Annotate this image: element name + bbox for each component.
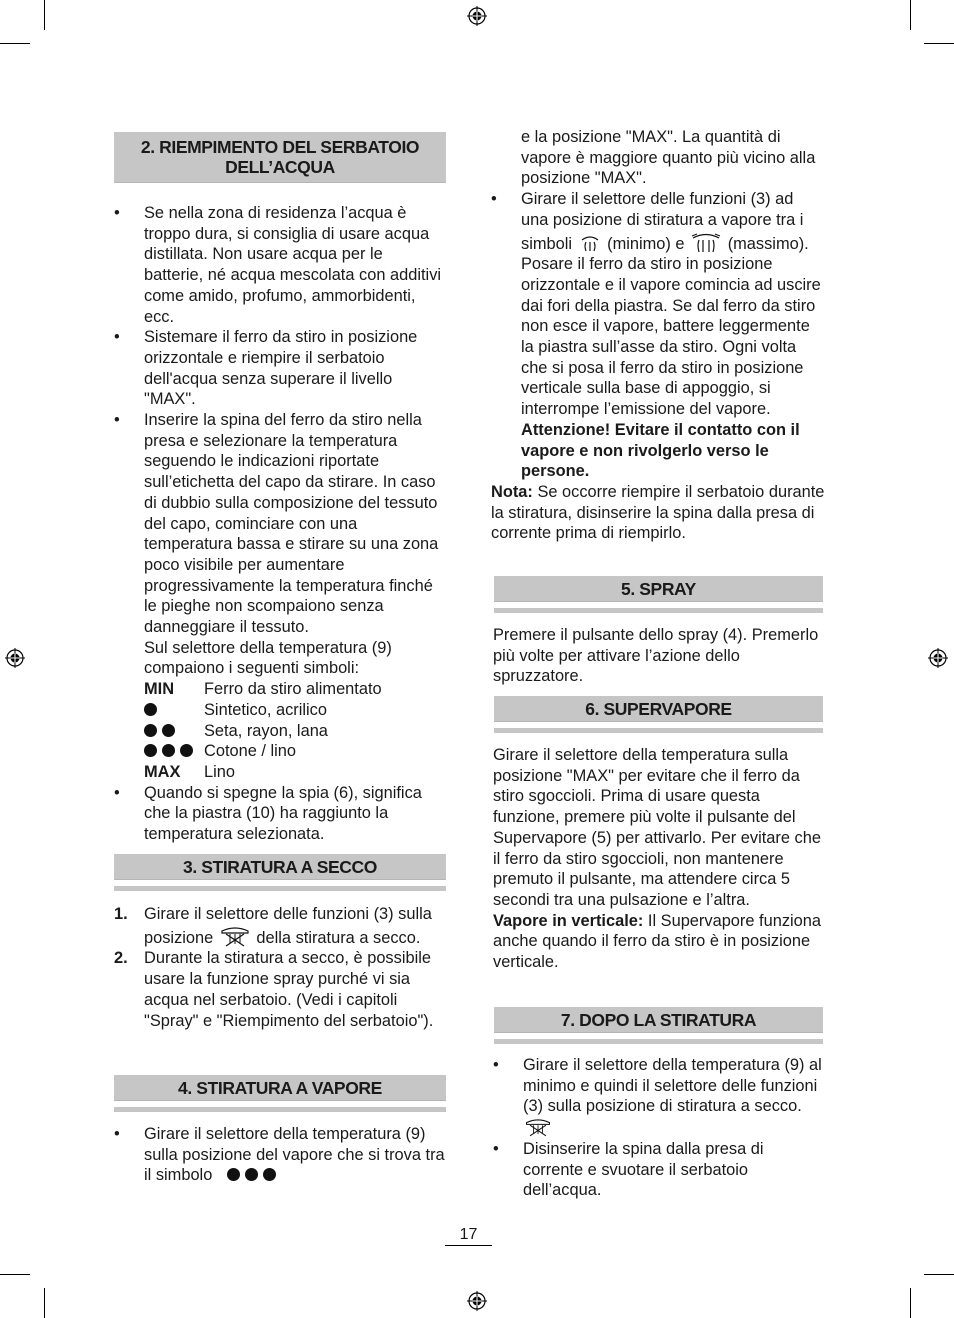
steam-max-icon — [689, 231, 723, 253]
registration-mark-icon — [467, 1291, 487, 1311]
numbered-item: 1. Girare il selettore delle funzioni (3) sulla posizione della stiratura a secco. — [114, 905, 432, 947]
section-steam-ironing-body-part1 — [114, 1124, 446, 1186]
list-item: • Inserire la spina del ferro da stiro nella presa e selezionare la temperatura seguendo le indicazioni riportate sull’etichetta del capo da stirare. In caso di dubbio sulla composizione del tessuto del capo, cominciare con una temperatura bassa e stirare su una zona poco visibile per aumentare progressivamente la temperatura finché le pieghe non scompaiono senza danneggiare il tessuto. Sul selettore della temperatura (9) compaiono i seguenti simboli: MIN Ferro da stiro alimentato Sintetico, acrilico Seta, rayon, lana Cotone / lino MAX Lino — [114, 410, 446, 783]
section-heading-supersteam: 6. SUPERVAPORE — [494, 696, 823, 721]
crop-mark — [0, 1274, 30, 1275]
section-heading-dry-ironing: 3. STIRATURA A SECCO — [114, 854, 446, 879]
heading-rule — [494, 608, 823, 613]
crop-mark — [910, 1288, 911, 1318]
symbol-row-one-dot: Sintetico, acrilico — [144, 700, 446, 721]
crop-mark — [0, 43, 30, 44]
list-item: • Sistemare il ferro da stiro in posizione orizzontale e riempire il serbatoio dell'acqua senza superare il livello "MAX". — [114, 328, 418, 409]
list-item: • Girare il selettore delle funzioni (3) ad una posizione di stiratura a vapore tra i simboli (minimo) e (massimo). Posare il ferro da stiro in posizione orizzontale e il vapore comincia ad uscire dai fori della piastra. Se dal ferro da stiro non esce il vapore, battere leggermente la piastra sull’asse da stiro. Ogni volta che si posa il ferro da stiro in posizione verticale sulla base di appoggio, si interrompe l’emissione del vapore. Attenzione! Evitare il contatto con il vapore e non rivolgerlo verso le persone. — [491, 190, 821, 481]
registration-mark-icon — [928, 648, 948, 668]
section-steam-ironing-body-part2 — [491, 127, 825, 544]
list-item: • Se nella zona di residenza l’acqua è troppo dura, si consiglia di usare acqua distillata. Non usare acqua per le batterie, né acqua mescolata con additivi come amido, profumo, ammorbidenti, ecc. — [114, 204, 442, 326]
list-item-continuation: e la posizione "MAX". La quantità di vapore è maggiore quanto più vicino alla posizione "MAX". — [521, 128, 816, 188]
list-item: • Girare il selettore della temperatura (9) sulla posizione del vapore che si trova tra il simbolo — [114, 1125, 445, 1185]
bullet-dot-icon — [180, 744, 193, 757]
heading-rule — [494, 728, 823, 733]
note-paragraph: Nota: Se occorre riempire il serbatoio durante la stiratura, disinserire la spina dalla presa di corrente prima di riempirlo. — [491, 482, 825, 543]
section-after-ironing-body — [493, 1055, 825, 1201]
symbol-row-max: MAX Lino — [144, 762, 235, 781]
page-number-rule — [445, 1245, 492, 1246]
section-heading-filling: 2. RIEMPIMENTO DEL SERBATOIO DELL’ACQUA — [114, 132, 446, 182]
bullet-dot-icon — [144, 744, 157, 757]
bullet-dot-icon — [263, 1168, 276, 1181]
list-item: • Disinserire la spina dalla presa di corrente e svuotare il serbatoio dell’acqua. — [493, 1139, 764, 1200]
bullet-dot-icon — [162, 724, 175, 737]
section-heading-steam-ironing: 4. STIRATURA A VAPORE — [114, 1075, 446, 1100]
registration-mark-icon — [5, 648, 25, 668]
numbered-item: 2. Durante la stiratura a secco, è possibile usare la funzione spray purché vi sia acqua nel serbatoio. (Vedi i capitoli "Spray" e "Riempimento del serbatoio"). — [114, 949, 434, 1030]
heading-rule — [494, 1039, 823, 1044]
list-item: • Girare il selettore della temperatura (9) al minimo e quindi il selettore delle funzioni (3) sulla posizione di stiratura a secco. — [493, 1055, 825, 1139]
section-dry-ironing-body — [114, 904, 446, 1031]
symbol-row-three-dots: Cotone / lino — [144, 741, 446, 762]
section-spray-body: Premere il pulsante dello spray (4). Premerlo più volte per attivare l’azione dello spruzzatore. — [493, 626, 819, 686]
dry-iron-icon — [218, 925, 252, 947]
dry-iron-icon — [523, 1117, 553, 1137]
warning-text: Attenzione! Evitare il contatto con il vapore e non rivolgerlo verso le persone. — [521, 420, 800, 481]
vertical-steam-paragraph: Vapore in verticale: Il Supervapore funziona anche quando il ferro da stiro è in posizione verticale. — [493, 911, 822, 972]
heading-rule — [114, 1107, 446, 1112]
bullet-dot-icon — [144, 703, 157, 716]
section-filling-body — [114, 203, 446, 845]
symbols-intro: Sul selettore della temperatura (9) compaiono i seguenti simboli: — [144, 638, 392, 678]
steam-min-icon — [577, 233, 603, 253]
crop-mark — [910, 0, 911, 30]
crop-mark — [924, 1274, 954, 1275]
crop-mark — [44, 0, 45, 30]
crop-mark — [44, 1288, 45, 1318]
bullet-dot-icon — [227, 1168, 240, 1181]
bullet-dot-icon — [144, 724, 157, 737]
list-item: • Quando si spegne la spia (6), significa che la piastra (10) ha raggiunto la temperatura selezionata. — [114, 783, 422, 844]
section-heading-after-ironing: 7. DOPO LA STIRATURA — [494, 1007, 823, 1032]
registration-mark-icon — [467, 6, 487, 26]
section-heading-spray: 5. SPRAY — [494, 576, 823, 601]
bullet-dot-icon — [245, 1168, 258, 1181]
section-supersteam-body: Girare il selettore della temperatura sulla posizione "MAX" per evitare che il ferro da stiro sgoccioli. Prima di usare questa funzione, premere più volte il pulsante del Supervapore (5) per attivarlo. Per evitare che il ferro da stiro sgoccioli, non mantenere premuto il pulsante, ma attendere circa 5 secondi tra una pulsazione e l’altra. Vapore in verticale: Il Supervapore funziona anche quando il ferro da stiro è in posizione verticale. — [493, 745, 825, 973]
page-number: 17 — [459, 1226, 478, 1243]
crop-mark — [924, 43, 954, 44]
symbol-row-two-dots: Seta, rayon, lana — [144, 721, 446, 742]
symbol-row-min: MIN Ferro da stiro alimentato — [144, 680, 382, 699]
heading-rule — [114, 886, 446, 891]
bullet-dot-icon — [162, 744, 175, 757]
